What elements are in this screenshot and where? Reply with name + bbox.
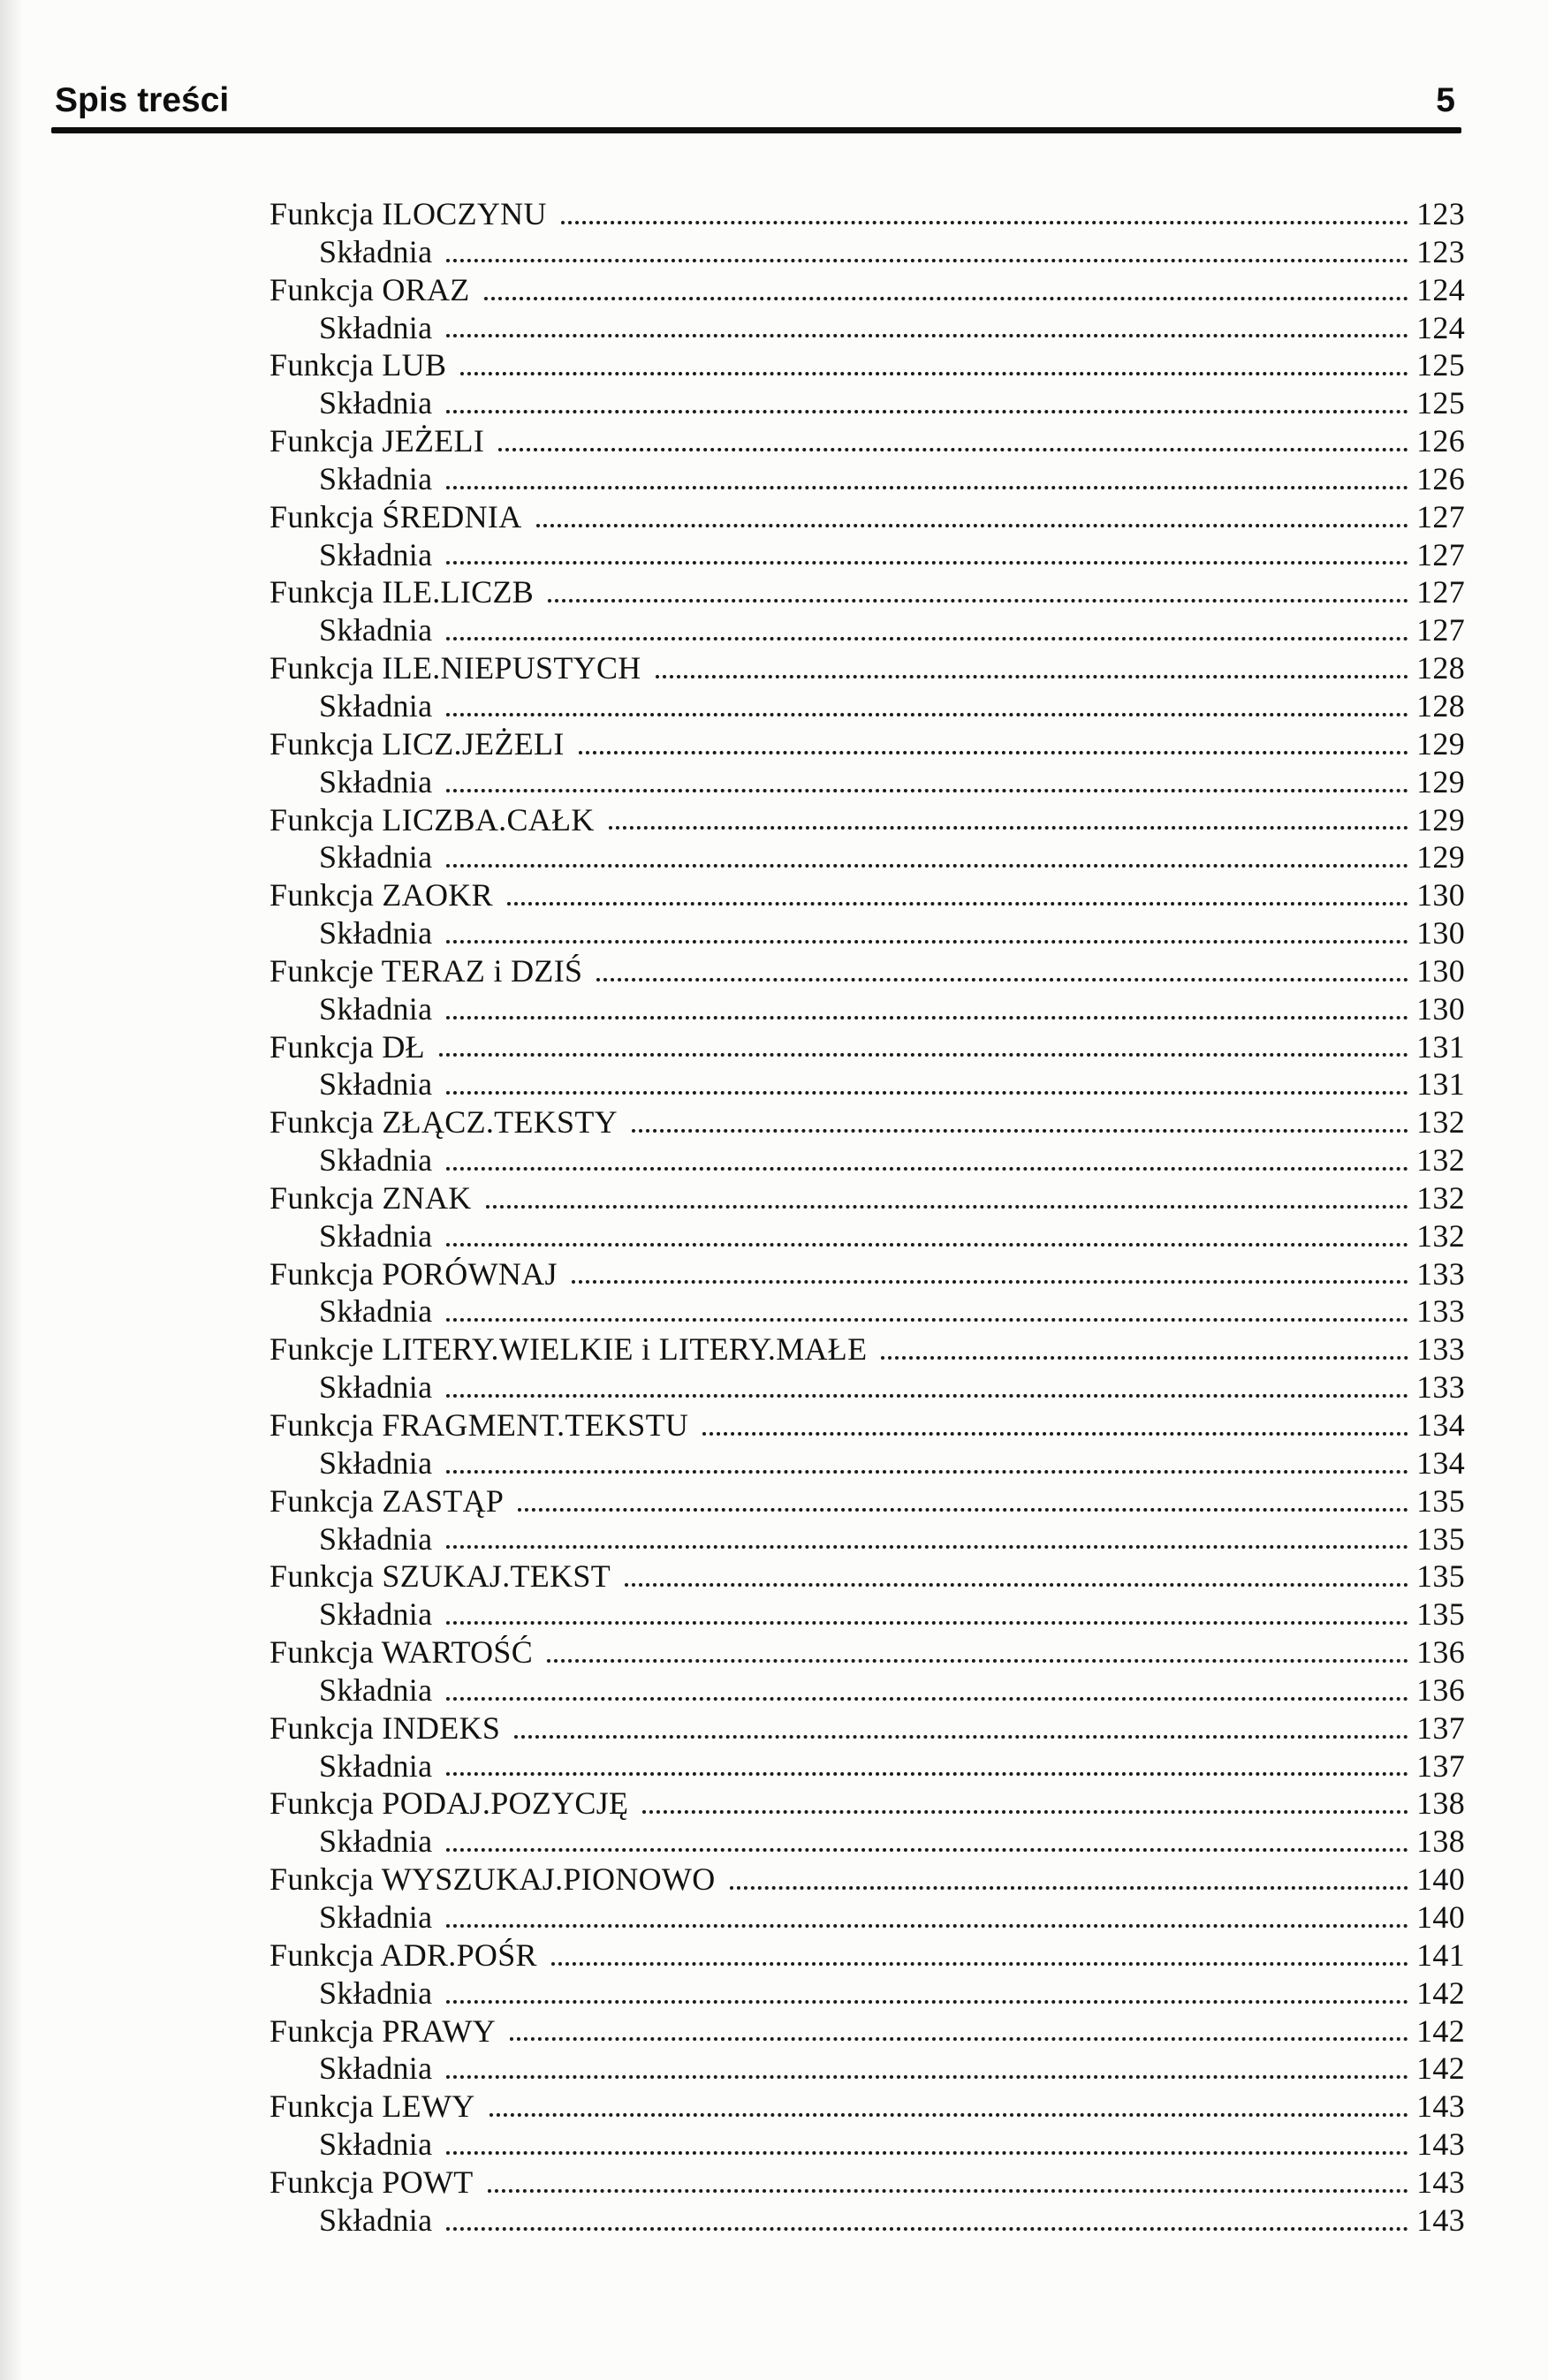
toc-entry-label: Składnia: [319, 1520, 433, 1557]
toc-entry: [269, 838, 1465, 876]
toc-entry-page: 129: [1416, 839, 1465, 875]
toc-entry: [269, 1633, 1465, 1671]
toc-entry-page: 142: [1416, 1974, 1465, 2011]
toc-entry: [269, 1255, 1465, 1293]
toc-entry-page: 129: [1416, 801, 1465, 838]
toc-entry-label: Funkcja JEŻELI: [269, 423, 485, 459]
toc-entry-label: Składnia: [319, 1444, 433, 1481]
toc-entry: [269, 1671, 1465, 1709]
scan-edge-shadow: [0, 0, 23, 2380]
toc-entry-page: 125: [1416, 385, 1465, 421]
toc-entry-page: 132: [1416, 1179, 1465, 1216]
toc-entry-label: Funkcje TERAZ i DZIŚ: [269, 952, 583, 989]
page-header: [55, 83, 1455, 118]
toc-entry: [269, 687, 1465, 725]
dot-leader: [446, 1545, 1408, 1549]
dot-leader: [446, 1772, 1408, 1776]
toc-entry: [269, 233, 1465, 271]
toc-list: [269, 195, 1465, 2240]
toc-entry: [269, 1861, 1465, 1899]
toc-entry: [269, 1596, 1465, 1633]
toc-entry-label: Funkcja DŁ: [269, 1028, 425, 1065]
toc-entry-page: 133: [1416, 1293, 1465, 1330]
toc-entry: [269, 1330, 1465, 1368]
toc-entry-label: Funkcja ILOCZYNU: [269, 196, 547, 231]
toc-entry-page: 136: [1416, 1671, 1465, 1708]
toc-entry-label: Składnia: [319, 1217, 433, 1254]
toc-entry-page: 124: [1416, 309, 1465, 345]
toc-entry: [269, 649, 1465, 687]
toc-entry: [269, 195, 1465, 233]
toc-entry-page: 124: [1416, 271, 1465, 307]
toc-entry: [269, 498, 1465, 536]
toc-entry-page: 127: [1416, 498, 1465, 534]
toc-entry-page: 133: [1416, 1255, 1465, 1292]
dot-leader: [446, 1243, 1408, 1247]
toc-entry: [269, 914, 1465, 952]
toc-entry-label: Funkcja ZAOKR: [269, 877, 493, 913]
toc-entry: [269, 1823, 1465, 1861]
dot-leader: [548, 599, 1408, 603]
dot-leader: [446, 789, 1408, 792]
toc-entry-label: Składnia: [319, 1747, 433, 1784]
toc-entry: [269, 1406, 1465, 1444]
toc-entry-page: 138: [1416, 1823, 1465, 1860]
toc-entry-label: Funkcja LICZ.JEŻELI: [269, 725, 565, 762]
toc-entry-label: Funkcja LICZBA.CAŁK: [269, 801, 595, 838]
toc-entry-label: Składnia: [319, 1293, 433, 1330]
dot-leader: [446, 259, 1408, 262]
toc-entry-label: Funkcja SZUKAJ.TEKST: [269, 1558, 611, 1595]
toc-entry-label: Funkcja PRAWY: [269, 2012, 497, 2049]
toc-entry-label: Funkcja PORÓWNAJ: [269, 1255, 558, 1292]
toc-entry-page: 130: [1416, 915, 1465, 951]
toc-entry: [269, 2164, 1465, 2202]
toc-entry: [269, 611, 1465, 649]
toc-entry-page: 143: [1416, 2126, 1465, 2163]
toc-entry-page: 135: [1416, 1558, 1465, 1595]
toc-entry-page: 135: [1416, 1482, 1465, 1519]
dot-leader: [446, 1016, 1408, 1019]
toc-entry-page: 131: [1416, 1028, 1465, 1065]
toc-entry-page: 133: [1416, 1369, 1465, 1406]
toc-entry-label: Składnia: [319, 990, 433, 1027]
dot-leader: [547, 1659, 1408, 1663]
toc-entry-page: 143: [1416, 2202, 1465, 2238]
toc-entry-label: Funkcja ŚREDNIA: [269, 498, 522, 534]
dot-leader: [446, 486, 1408, 489]
toc-entry-label: Funkcja INDEKS: [269, 1709, 501, 1746]
dot-leader: [579, 751, 1408, 754]
toc-entry-label: Funkcja LUB: [269, 347, 447, 383]
dot-leader: [446, 2227, 1408, 2231]
toc-entry-page: 140: [1416, 1861, 1465, 1898]
toc-entry-label: Składnia: [319, 1369, 433, 1406]
page-number: 5: [1436, 81, 1455, 119]
toc-entry-page: 134: [1416, 1407, 1465, 1443]
dot-leader: [551, 1962, 1408, 1966]
toc-entry: [269, 1103, 1465, 1141]
dot-leader: [446, 1318, 1408, 1322]
toc-entry-page: 126: [1416, 460, 1465, 496]
toc-entry-label: Składnia: [319, 1142, 433, 1179]
toc-entry-label: Składnia: [319, 2202, 433, 2238]
toc-entry-page: 128: [1416, 650, 1465, 686]
toc-entry-label: Składnia: [319, 1066, 433, 1103]
toc-entry-page: 129: [1416, 763, 1465, 800]
toc-entry-page: 142: [1416, 2012, 1465, 2049]
toc-entry: [269, 952, 1465, 990]
toc-entry-page: 135: [1416, 1520, 1465, 1557]
toc-entry-label: Składnia: [319, 233, 433, 269]
dot-leader: [642, 1810, 1408, 1814]
dot-leader: [486, 1205, 1408, 1209]
toc-entry: [269, 573, 1465, 611]
dot-leader: [446, 1848, 1408, 1852]
dot-leader: [572, 1280, 1408, 1284]
toc-entry-page: 132: [1416, 1142, 1465, 1179]
dot-leader: [730, 1886, 1408, 1890]
dot-leader: [446, 2151, 1408, 2155]
toc-entry: [269, 1899, 1465, 1937]
toc-entry-label: Składnia: [319, 1823, 433, 1860]
toc-entry-label: Składnia: [319, 385, 433, 421]
toc-entry: [269, 1065, 1465, 1103]
toc-entry-label: Składnia: [319, 536, 433, 572]
dot-leader: [625, 1583, 1408, 1587]
toc-entry: [269, 1028, 1465, 1066]
dot-leader: [446, 1621, 1408, 1625]
dot-leader: [507, 902, 1408, 906]
toc-entry-page: 130: [1416, 990, 1465, 1027]
dot-leader: [489, 2113, 1408, 2117]
toc-entry: [269, 1368, 1465, 1406]
toc-entry-page: 129: [1416, 725, 1465, 762]
toc-entry-page: 133: [1416, 1331, 1465, 1368]
toc-entry-page: 123: [1416, 233, 1465, 269]
toc-entry-label: Funkcja LEWY: [269, 2088, 475, 2125]
dot-leader: [609, 826, 1408, 830]
toc-entry-label: Składnia: [319, 309, 433, 345]
toc-entry-label: Składnia: [319, 687, 433, 724]
dot-leader: [536, 524, 1409, 527]
toc-entry: [269, 2050, 1465, 2088]
toc-entry-page: 127: [1416, 612, 1465, 648]
header-divider: [51, 127, 1461, 133]
toc-entry-label: Funkcja ILE.NIEPUSTYCH: [269, 650, 641, 686]
toc-entry-label: Funkcja PODAJ.POZYCJĘ: [269, 1785, 629, 1822]
toc-entry: [269, 2012, 1465, 2050]
dot-leader: [498, 448, 1408, 451]
dot-leader: [446, 561, 1408, 565]
toc-entry: [269, 2088, 1465, 2126]
toc-entry-page: 137: [1416, 1747, 1465, 1784]
dot-leader: [446, 940, 1408, 944]
toc-entry: [269, 384, 1465, 422]
toc-entry: [269, 1709, 1465, 1747]
toc-entry: [269, 1785, 1465, 1823]
toc-entry: [269, 725, 1465, 763]
toc-entry: [269, 801, 1465, 839]
toc-entry-page: 130: [1416, 952, 1465, 989]
toc-entry-page: 127: [1416, 574, 1465, 610]
toc-entry-label: Funkcja WARTOŚĆ: [269, 1634, 534, 1671]
dot-leader: [446, 864, 1408, 868]
toc-entry-label: Funkcja POWT: [269, 2164, 474, 2200]
dot-leader: [446, 1091, 1408, 1095]
toc-entry: [269, 876, 1465, 914]
dot-leader: [460, 372, 1408, 375]
dot-leader: [632, 1129, 1408, 1133]
toc-entry-page: 131: [1416, 1066, 1465, 1103]
toc-entry: [269, 2202, 1465, 2240]
dot-leader: [561, 221, 1408, 224]
toc-entry-label: Składnia: [319, 1596, 433, 1633]
toc-entry-label: Składnia: [319, 2126, 433, 2163]
toc-entry: [269, 309, 1465, 347]
toc-entry-label: Składnia: [319, 2050, 433, 2087]
toc-entry-page: 142: [1416, 2050, 1465, 2087]
toc-entry-label: Składnia: [319, 612, 433, 648]
toc-entry: [269, 1937, 1465, 1974]
toc-entry: [269, 1520, 1465, 1558]
toc-entry: [269, 1482, 1465, 1520]
toc-entry-page: 130: [1416, 877, 1465, 913]
toc-entry-page: 128: [1416, 687, 1465, 724]
toc-entry-label: Funkcja WYSZUKAJ.PIONOWO: [269, 1861, 716, 1898]
toc-entry: [269, 990, 1465, 1028]
toc-entry-page: 127: [1416, 536, 1465, 572]
toc-entry-label: Składnia: [319, 1899, 433, 1935]
dot-leader: [656, 675, 1408, 678]
page-title: Spis treści: [55, 81, 230, 119]
dot-leader: [446, 410, 1408, 413]
toc-entry-label: Funkcja ZNAK: [269, 1179, 472, 1216]
dot-leader: [446, 1924, 1408, 1928]
toc-entry: [269, 1292, 1465, 1330]
toc-entry-label: Funkcja ILE.LICZB: [269, 574, 535, 610]
toc-entry-page: 123: [1416, 196, 1465, 231]
toc-entry-page: 138: [1416, 1785, 1465, 1822]
toc-entry: [269, 422, 1465, 460]
toc-entry-label: Funkcja ZŁĄCZ.TEKSTY: [269, 1104, 618, 1141]
toc-entry-label: Funkcja ADR.POŚR: [269, 1937, 537, 1973]
toc-entry: [269, 1974, 1465, 2012]
toc-entry-page: 125: [1416, 347, 1465, 383]
dot-leader: [488, 2189, 1408, 2193]
dot-leader: [446, 713, 1408, 716]
dot-leader: [446, 1470, 1408, 1474]
toc-entry-page: 141: [1416, 1937, 1465, 1973]
dot-leader: [446, 1697, 1408, 1701]
toc-entry: [269, 1179, 1465, 1217]
dot-leader: [514, 1735, 1408, 1739]
dot-leader: [484, 297, 1408, 300]
toc-entry: [269, 1444, 1465, 1482]
dot-leader: [510, 2037, 1408, 2041]
toc-entry: [269, 460, 1465, 498]
toc-entry: [269, 536, 1465, 574]
toc-entry: [269, 1558, 1465, 1596]
toc-entry: [269, 346, 1465, 384]
dot-leader: [446, 1167, 1408, 1171]
toc-entry: [269, 1217, 1465, 1255]
dot-leader: [881, 1356, 1408, 1360]
toc-entry-page: 137: [1416, 1709, 1465, 1746]
dot-leader: [439, 1053, 1408, 1057]
toc-entry-label: Składnia: [319, 460, 433, 496]
toc-entry: [269, 271, 1465, 309]
toc-entry-label: Składnia: [319, 1974, 433, 2011]
toc-entry-label: Funkcja FRAGMENT.TEKSTU: [269, 1407, 689, 1443]
toc-entry-label: Funkcja ZASTĄP: [269, 1482, 505, 1519]
dot-leader: [596, 978, 1408, 982]
toc-entry-label: Funkcja ORAZ: [269, 271, 470, 307]
toc-entry-label: Składnia: [319, 1671, 433, 1708]
toc-entry: [269, 2126, 1465, 2164]
toc-entry-page: 140: [1416, 1899, 1465, 1935]
toc-entry-page: 143: [1416, 2164, 1465, 2200]
toc-entry-page: 134: [1416, 1444, 1465, 1481]
toc-entry: [269, 1141, 1465, 1179]
toc-entry: [269, 763, 1465, 801]
toc-entry-label: Składnia: [319, 763, 433, 800]
dot-leader: [446, 2075, 1408, 2079]
toc-entry-page: 136: [1416, 1634, 1465, 1671]
dot-leader: [446, 1394, 1408, 1398]
dot-leader: [702, 1432, 1408, 1436]
toc-entry-label: Składnia: [319, 839, 433, 875]
toc-entry-page: 143: [1416, 2088, 1465, 2125]
dot-leader: [446, 637, 1408, 640]
toc-entry-page: 135: [1416, 1596, 1465, 1633]
dot-leader: [518, 1508, 1408, 1512]
toc-entry-label: Funkcje LITERY.WIELKIE i LITERY.MAŁE: [269, 1331, 868, 1368]
toc-entry-label: Składnia: [319, 915, 433, 951]
dot-leader: [446, 2000, 1408, 2004]
toc-entry-page: 132: [1416, 1104, 1465, 1141]
toc-entry: [269, 1747, 1465, 1785]
dot-leader: [446, 334, 1408, 337]
toc-entry-page: 126: [1416, 423, 1465, 459]
toc-entry-page: 132: [1416, 1217, 1465, 1254]
